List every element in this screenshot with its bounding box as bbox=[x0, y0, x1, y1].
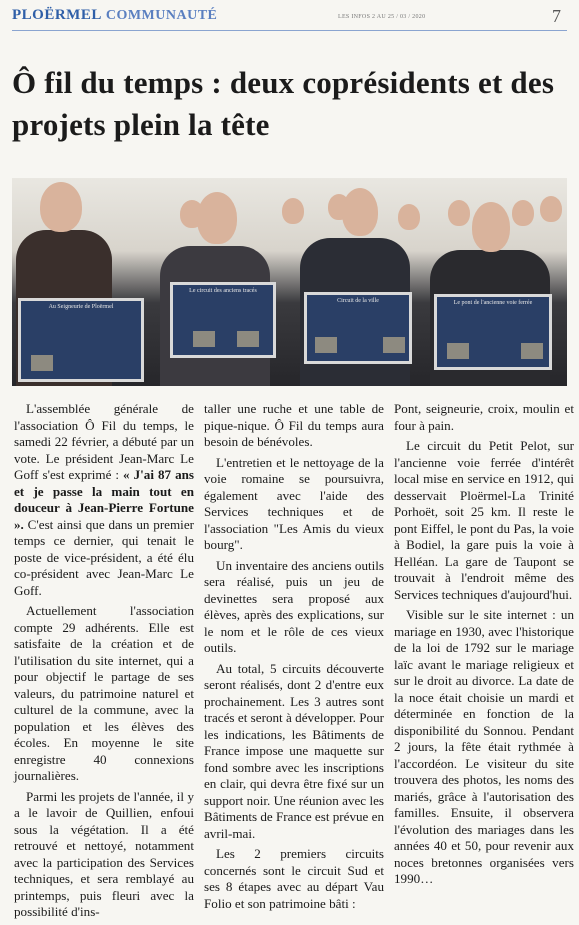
section-town: PLOËRMEL bbox=[12, 7, 102, 23]
article-paragraph: Au total, 5 circuits découverte seront réalisés, dont 2 d'entre eux prochainement. Les 3 autres sont tracés et seront à développer. Pour les indications, les Bâtiments de France impose une maquette sur fond sombre avec les inscriptions en clair, qui devra être fixé sur un support noir. Une réunion avec les Bâtiments de France est prévue en avril-mai. bbox=[204, 660, 384, 841]
panel-image bbox=[447, 343, 469, 359]
panel-image bbox=[521, 343, 543, 359]
article-column-3 bbox=[394, 401, 574, 892]
person-head bbox=[512, 200, 534, 226]
article-paragraph bbox=[14, 401, 194, 599]
panel-image bbox=[383, 337, 405, 353]
display-panel bbox=[18, 298, 144, 382]
section-label bbox=[12, 8, 217, 23]
panel-title: Le pont de l'ancienne voie ferrée bbox=[453, 300, 533, 306]
panel-image bbox=[31, 355, 53, 371]
article-column-1 bbox=[14, 401, 194, 925]
display-panel bbox=[170, 282, 276, 358]
article-paragraph: Actuellement l'association compte 29 adhérents. Elle est satisfaite de la création et de l'utilisation du site internet, qui a pour objectif le partage de ses valeurs, du patrimoine naturel et culturel de la commune, avec la population et les élèves des écoles. En moyenne le site enregistre 40 connexions journalières. bbox=[14, 603, 194, 783]
person-head bbox=[448, 200, 470, 226]
article-paragraph: Visible sur le site internet : un mariage en 1930, avec l'historique de la loi de 1792 sur le mariage laïc avant le mariage religieux et sur le droit au divorce. La date de la noce était choisie un mardi et déterminée en fonction de la disponibilité du Sonnou. Pendant 2 jours, la fête était rythmée à l'accordéon. Le visiteur du site trouvera des photos, les noms des mariés, grâce à l'autorisation des familles. Ensuite, il observera l'évolution des mariages dans les années 40 et 50, pour revenir aux noces bretonnes organisées vers 1990… bbox=[394, 607, 574, 886]
panel-image bbox=[237, 331, 259, 347]
article-text: C'est ainsi que dans un premier temps ce dernier, qui tenait le poste de vice-président, a été élu co-président avec Jean-Marc Le Goff. bbox=[14, 516, 194, 598]
article-paragraph: Les 2 premiers circuits concernés sont le circuit Sud et ses 8 étapes avec au départ Vau Folio et son patrimoine bâti : bbox=[204, 846, 384, 911]
person-head bbox=[342, 188, 378, 236]
panel-title: Au Seigneurie de Ploërmel bbox=[48, 304, 114, 310]
page-number: 7 bbox=[552, 6, 561, 26]
panel-image bbox=[315, 337, 337, 353]
person-head bbox=[398, 204, 420, 230]
display-panel bbox=[434, 294, 552, 370]
panel-title: Le circuit des anciens tracés bbox=[189, 288, 257, 294]
article-column-2 bbox=[204, 401, 384, 916]
person-head bbox=[540, 196, 562, 222]
page-header bbox=[12, 6, 567, 30]
display-panel bbox=[304, 292, 412, 364]
article-text: L'assemblée générale de l'association Ô Fil du temps, le samedi 22 février, a débuté par un vote. Le président Jean-Marc Le Goff s'est exprimé : bbox=[14, 401, 194, 482]
article-paragraph: Parmi les projets de l'année, il y a le lavoir de Quillien, enfoui sous la végétation. Il a été retrouvé et nettoyé, notamment avec la participation des Services techniques, et sera remblayé au printemps, puis fleuri avec la possibilité d'ins- bbox=[14, 788, 194, 919]
person-head bbox=[197, 192, 237, 244]
person-head bbox=[40, 182, 82, 232]
article-paragraph: Un inventaire des anciens outils sera réalisé, puis un jeu de devinettes sera proposé aux élèves, après des explications, sur le nom et le rôle de ces vieux outils. bbox=[204, 557, 384, 655]
section-rubric: COMMUNAUTÉ bbox=[105, 8, 218, 23]
article-paragraph: taller une ruche et une table de pique-nique. Ô Fil du temps aura besoin de bénévoles. bbox=[204, 401, 384, 449]
article-paragraph: L'entretien et le nettoyage de la voie romaine se poursuivra, également avec l'aide des Services techniques et de l'association "Les Amis du vieux bourg". bbox=[204, 454, 384, 552]
dateline: LES INFOS 2 AU 25 / 03 / 2020 bbox=[338, 14, 426, 20]
panel-title: Circuit de la ville bbox=[337, 298, 379, 304]
header-rule bbox=[12, 30, 567, 31]
article-paragraph: Pont, seigneurie, croix, moulin et four à pain. bbox=[394, 401, 574, 433]
article-paragraph: Le circuit du Petit Pelot, sur l'ancienne voie ferrée d'intérêt local mise en service en 1912, qui desservait Ploërmel-La Trinité Porhoët, soit 25 km. Il reste le pont Eiffel, le pont du Pas, la voie à Bodiel, la gare puis la voie à Helléan. La gare de Taupont se trouvait à l'endroit même des Services techniques d'aujourd'hui. bbox=[394, 438, 574, 602]
panel-image bbox=[193, 331, 215, 347]
group-photo bbox=[12, 178, 567, 386]
person-head bbox=[282, 198, 304, 224]
quote: « J'ai 87 ans et je passe la main tout en douceur à Jean-Pierre Fortune ». bbox=[14, 467, 194, 532]
headline: Ô fil du temps : deux coprésidents et des projets plein la tête bbox=[12, 65, 555, 142]
person-head bbox=[472, 202, 510, 252]
